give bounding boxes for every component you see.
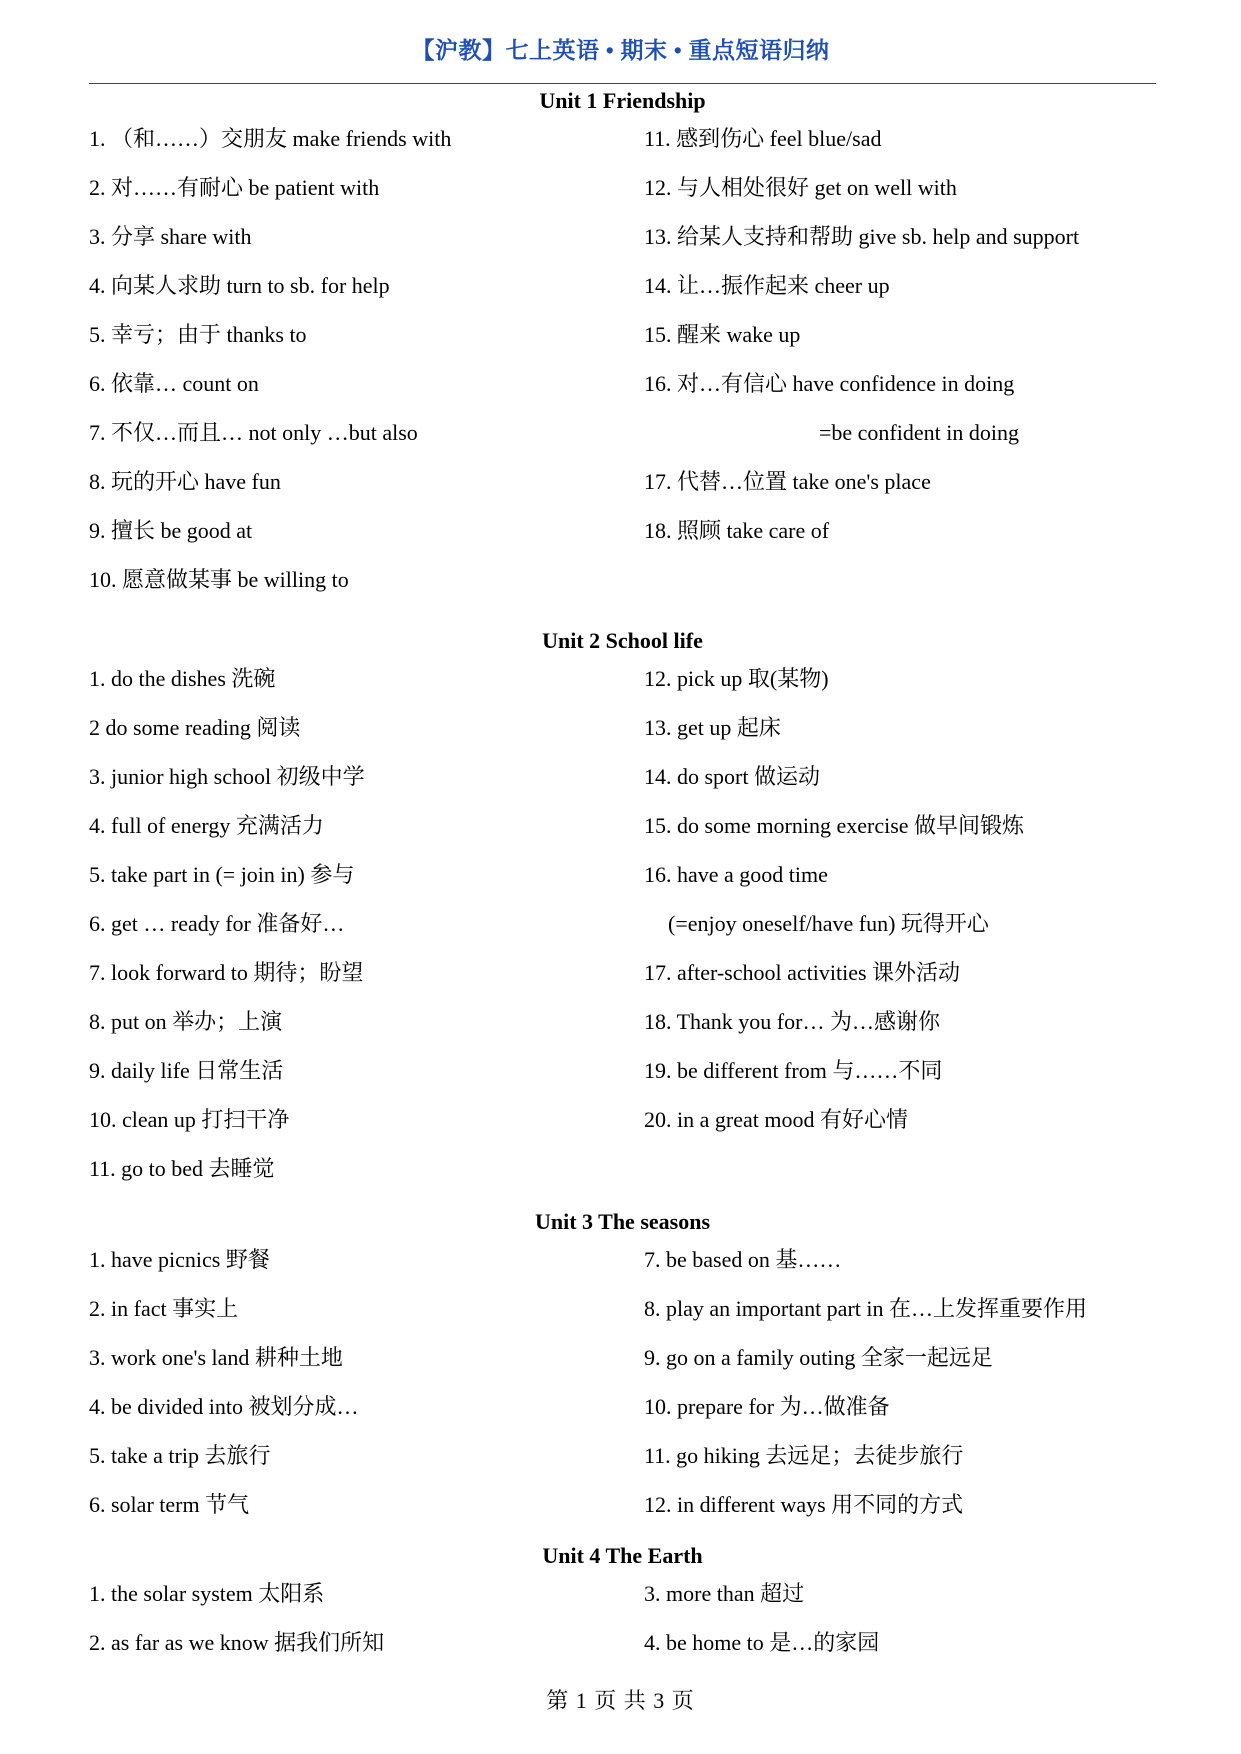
phrase-item: 12. in different ways 用不同的方式	[644, 1492, 964, 1517]
phrase-item: 9. daily life 日常生活	[89, 1058, 284, 1083]
phrase-item: 4. be home to 是…的家园	[644, 1630, 880, 1655]
phrase-item: 6. get … ready for 准备好…	[89, 911, 345, 936]
phrase-item: 4. be divided into 被划分成…	[89, 1394, 359, 1419]
phrase-item: 15. 醒来 wake up	[644, 322, 801, 347]
phrase-item: 11. 感到伤心 feel blue/sad	[644, 126, 882, 151]
phrase-item: 3. 分享 share with	[89, 224, 252, 249]
phrase-item: 5. take a trip 去旅行	[89, 1443, 271, 1468]
phrase-item: 6. solar term 节气	[89, 1492, 250, 1517]
phrase-item: 2 do some reading 阅读	[89, 715, 301, 740]
unit-title: Unit 2 School life	[542, 628, 703, 653]
phrase-item: 17. 代替…位置 take one's place	[644, 469, 931, 494]
phrase-item: 14. 让…振作起来 cheer up	[644, 273, 890, 298]
phrase-item: 7. 不仅…而且… not only …but also	[89, 420, 418, 445]
phrase-item: 16. 对…有信心 have confidence in doing	[644, 371, 1015, 396]
phrase-item: 20. in a great mood 有好心情	[644, 1107, 908, 1132]
unit-2-right-column	[644, 662, 1156, 1201]
phrase-item: 8. put on 举办；上演	[89, 1009, 283, 1034]
header-divider	[89, 83, 1156, 84]
phrase-item: 9. go on a family outing 全家一起远足	[644, 1345, 993, 1370]
phrase-item: 16. have a good time	[644, 862, 828, 887]
phrase-item-continuation: =be confident in doing	[819, 420, 1019, 445]
phrase-item: 10. prepare for 为…做准备	[644, 1394, 890, 1419]
unit-1-section	[89, 86, 1156, 612]
unit-3-section	[89, 1207, 1156, 1537]
phrase-item: 9. 擅长 be good at	[89, 518, 253, 543]
phrase-item: 13. get up 起床	[644, 715, 781, 740]
phrase-item: 18. Thank you for… 为…感谢你	[644, 1009, 940, 1034]
phrase-item: 7. look forward to 期待；盼望	[89, 960, 364, 985]
phrase-item-continuation: (=enjoy oneself/have fun) 玩得开心	[668, 911, 989, 936]
unit-1-right-column	[644, 122, 1156, 612]
unit-1-left-column	[89, 122, 644, 612]
phrase-item: 3. work one's land 耕种土地	[89, 1345, 343, 1370]
phrase-item: 8. 玩的开心 have fun	[89, 469, 281, 494]
phrase-item: 1. do the dishes 洗碗	[89, 666, 276, 691]
phrase-item: 18. 照顾 take care of	[644, 518, 830, 543]
phrase-item: 2. in fact 事实上	[89, 1296, 239, 1321]
unit-title: Unit 4 The Earth	[542, 1543, 703, 1568]
phrase-item: 2. 对……有耐心 be patient with	[89, 175, 380, 200]
phrase-item: 7. be based on 基……	[644, 1247, 842, 1272]
phrase-item: 12. pick up 取(某物)	[644, 666, 829, 691]
phrase-item: 2. as far as we know 据我们所知	[89, 1630, 385, 1655]
phrase-item: 15. do some morning exercise 做早间锻炼	[644, 813, 1025, 838]
phrase-item: 11. go to bed 去睡觉	[89, 1156, 275, 1181]
unit-3-left-column	[89, 1243, 644, 1537]
phrase-item: 1. （和……）交朋友 make friends with	[89, 126, 452, 151]
phrase-item: 4. 向某人求助 turn to sb. for help	[89, 273, 390, 298]
unit-4-right-column	[644, 1577, 1156, 1675]
unit-2-left-column	[89, 662, 644, 1201]
unit-title: Unit 1 Friendship	[539, 88, 706, 113]
unit-title: Unit 3 The seasons	[534, 1209, 711, 1234]
phrase-item: 8. play an important part in 在…上发挥重要作用	[644, 1296, 1087, 1321]
unit-2-section	[89, 626, 1156, 1201]
unit-4-section	[89, 1541, 1156, 1675]
unit-4-left-column	[89, 1577, 644, 1675]
phrase-item: 3. more than 超过	[644, 1581, 805, 1606]
page-header-title: 【沪教】七上英语 • 期末 • 重点短语归纳	[411, 38, 830, 63]
page-number-footer: 第 1 页 共 3 页	[546, 1688, 695, 1713]
phrase-item: 3. junior high school 初级中学	[89, 764, 365, 789]
phrase-item: 1. have picnics 野餐	[89, 1247, 270, 1272]
phrase-item: 13. 给某人支持和帮助 give sb. help and support	[644, 224, 1080, 249]
phrase-item: 12. 与人相处很好 get on well with	[644, 175, 957, 200]
unit-3-right-column	[644, 1243, 1156, 1537]
phrase-item: 14. do sport 做运动	[644, 764, 821, 789]
phrase-item: 10. clean up 打扫干净	[89, 1107, 290, 1132]
phrase-item: 11. go hiking 去远足；去徒步旅行	[644, 1443, 964, 1468]
phrase-item: 19. be different from 与……不同	[644, 1058, 943, 1083]
phrase-item: 5. take part in (= join in) 参与	[89, 862, 355, 887]
phrase-item: 1. the solar system 太阳系	[89, 1581, 325, 1606]
phrase-item: 6. 依靠… count on	[89, 371, 259, 396]
phrase-item: 10. 愿意做某事 be willing to	[89, 567, 349, 592]
phrase-item: 4. full of energy 充满活力	[89, 813, 324, 838]
phrase-item: 5. 幸亏；由于 thanks to	[89, 322, 307, 347]
phrase-item: 17. after-school activities 课外活动	[644, 960, 961, 985]
